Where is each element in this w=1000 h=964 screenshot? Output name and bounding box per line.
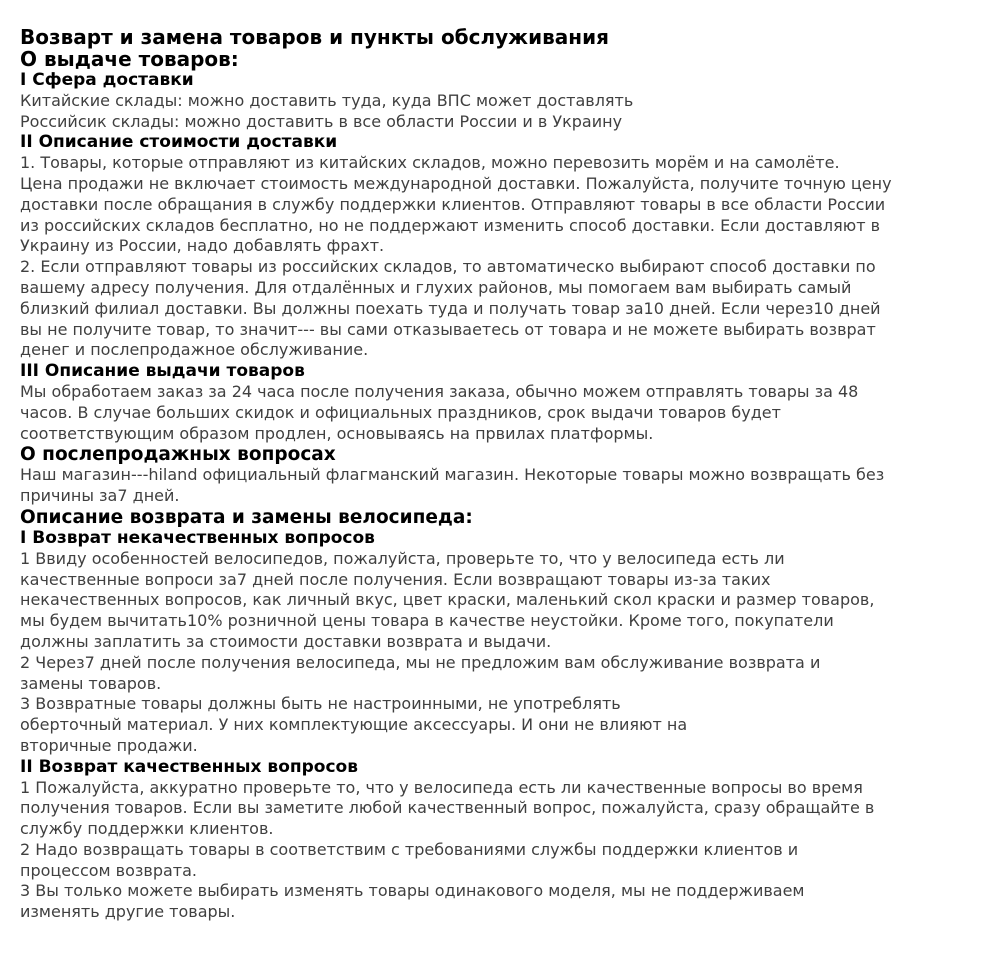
text-line: 2 Надо возвращать товары в соответствим с требованиями службы поддержки клиентов и	[20, 839, 799, 859]
text-line: близкий филиал доставки. Вы должны поехать туда и получать товар за10 дней. Если через10 дней	[20, 298, 881, 318]
text-line: 1. Товары, которые отправляют из китайских складов, можно перевозить морём и на самолёте.	[20, 153, 840, 173]
text-line: причины за7 дней.	[20, 486, 180, 506]
paragraph-delivery-scope	[20, 91, 980, 133]
text-line: изменять другие товары.	[20, 902, 236, 922]
text-line: 3 Вы только можете выбирать изменять товары одинакового моделя, мы не поддерживаем	[20, 881, 805, 901]
paragraph-quality-1	[20, 778, 980, 840]
text-line: 2 Через7 дней после получения велосипеда, мы не предложим вам обслуживание возврата и	[20, 652, 821, 672]
text-line: 1 Пожалуйста, аккуратно проверьте то, что у велосипеда есть ли качественные вопросы во время	[20, 777, 863, 797]
paragraph-nonquality-1	[20, 549, 980, 653]
subsection-heading-delivery-cost: II Описание стоимости доставки	[20, 132, 338, 153]
text-line: получения товаров. Если вы заметите любой качественный вопрос, пожалуйста, сразу обращайте в	[20, 798, 875, 818]
paragraph-nonquality-2	[20, 653, 980, 695]
paragraph-quality-2	[20, 840, 980, 882]
text-line: вторичные продажи.	[20, 735, 198, 755]
subsection-heading-quality: II Возврат качественных вопросов	[20, 756, 358, 777]
section-heading-aftersale: О послепродажных вопросах	[20, 444, 336, 466]
paragraph-dispatch	[20, 382, 980, 444]
text-line: Цена продажи не включает стоимость международной доставки. Пожалуйста, получите точную цену	[20, 173, 892, 193]
text-line: часов. В случае больших скидок и официальных праздников, срок выдачи товаров будет	[20, 402, 781, 422]
subsection-heading-nonquality: I Возврат некачественных вопросов	[20, 527, 375, 548]
text-line: доставки после обращания в службу поддержки клиентов. Отправляют товары в все области России	[20, 194, 886, 214]
paragraph-nonquality-3	[20, 694, 980, 756]
section-heading-bicycle: Описание возврата и замены велосипеда:	[20, 506, 473, 528]
text-line: мы будем вычитать10% розничной цены товара в качестве неустойки. Кроме того, покупатели	[20, 611, 834, 631]
text-line: 3 Возвратные товары должны быть не настроинными, не употреблять	[20, 694, 621, 714]
paragraph-quality-3	[20, 881, 980, 923]
text-line: 2. Если отправляют товары из российских складов, то автоматическо выбирают способ доставки по	[20, 257, 876, 277]
text-line: из российских складов бесплатно, но не поддержают изменить способ доставки. Если доставляют в	[20, 215, 881, 235]
text-line: должны заплатить за стоимости доставки возврата и выдачи.	[20, 631, 552, 651]
text-line: некачественных вопросов, как личный вкус, цвет краски, маленький скол краски и размер товаров,	[20, 590, 875, 610]
paragraph-delivery-cost-2	[20, 257, 980, 361]
subsection-heading-dispatch: III Описание выдачи товаров	[20, 361, 305, 382]
paragraph-aftersale	[20, 465, 980, 507]
text-line: соответствующим образом продлен, основываясь на првилах платформы.	[20, 423, 654, 443]
text-line: замены товаров.	[20, 673, 162, 693]
document	[20, 26, 980, 923]
text-line: денег и послепродажное обслуживание.	[20, 340, 369, 360]
text-line: Мы обработаем заказ за 24 часа после получения заказа, обычно можем отправлять товары за 48	[20, 381, 859, 401]
section-heading-issuance: О выдаче товаров:	[20, 47, 239, 71]
text-line: Российсик склады: можно доставить в все области России и в Украину	[20, 111, 623, 131]
text-line: вашему адресу получения. Для отдалённых и глухих районов, мы помогаем вам выбирать самый	[20, 277, 852, 297]
subsection-heading-delivery-scope: I Сфера доставки	[20, 70, 194, 90]
text-line: Наш магазин---hiland официальный флагманский магазин. Некоторые товары можно возвращать без	[20, 465, 885, 485]
text-line: процессом возврата.	[20, 860, 198, 880]
text-line: 1 Ввиду особенностей велосипедов, пожалуйста, проверьте то, что у велосипеда есть ли	[20, 548, 785, 568]
text-line: вы не получите товар, то значит--- вы сами отказываетесь от товара и не можете выбирать возврат	[20, 319, 876, 339]
text-line: Украину из России, надо добавлять фрахт.	[20, 236, 385, 256]
text-line: оберточный материал. У них комплектующие аксессуары. И они не влияют на	[20, 715, 688, 735]
text-line: качественные вопроси за7 дней после получения. Если возвращают товары из-за таких	[20, 569, 771, 589]
text-line: Китайские склады: можно доставить туда, куда ВПС может доставлять	[20, 90, 634, 110]
text-line: службу поддержки клиентов.	[20, 819, 274, 839]
page-title: Возварт и замена товаров и пункты обслуживания	[20, 25, 609, 49]
paragraph-delivery-cost-1	[20, 153, 980, 257]
